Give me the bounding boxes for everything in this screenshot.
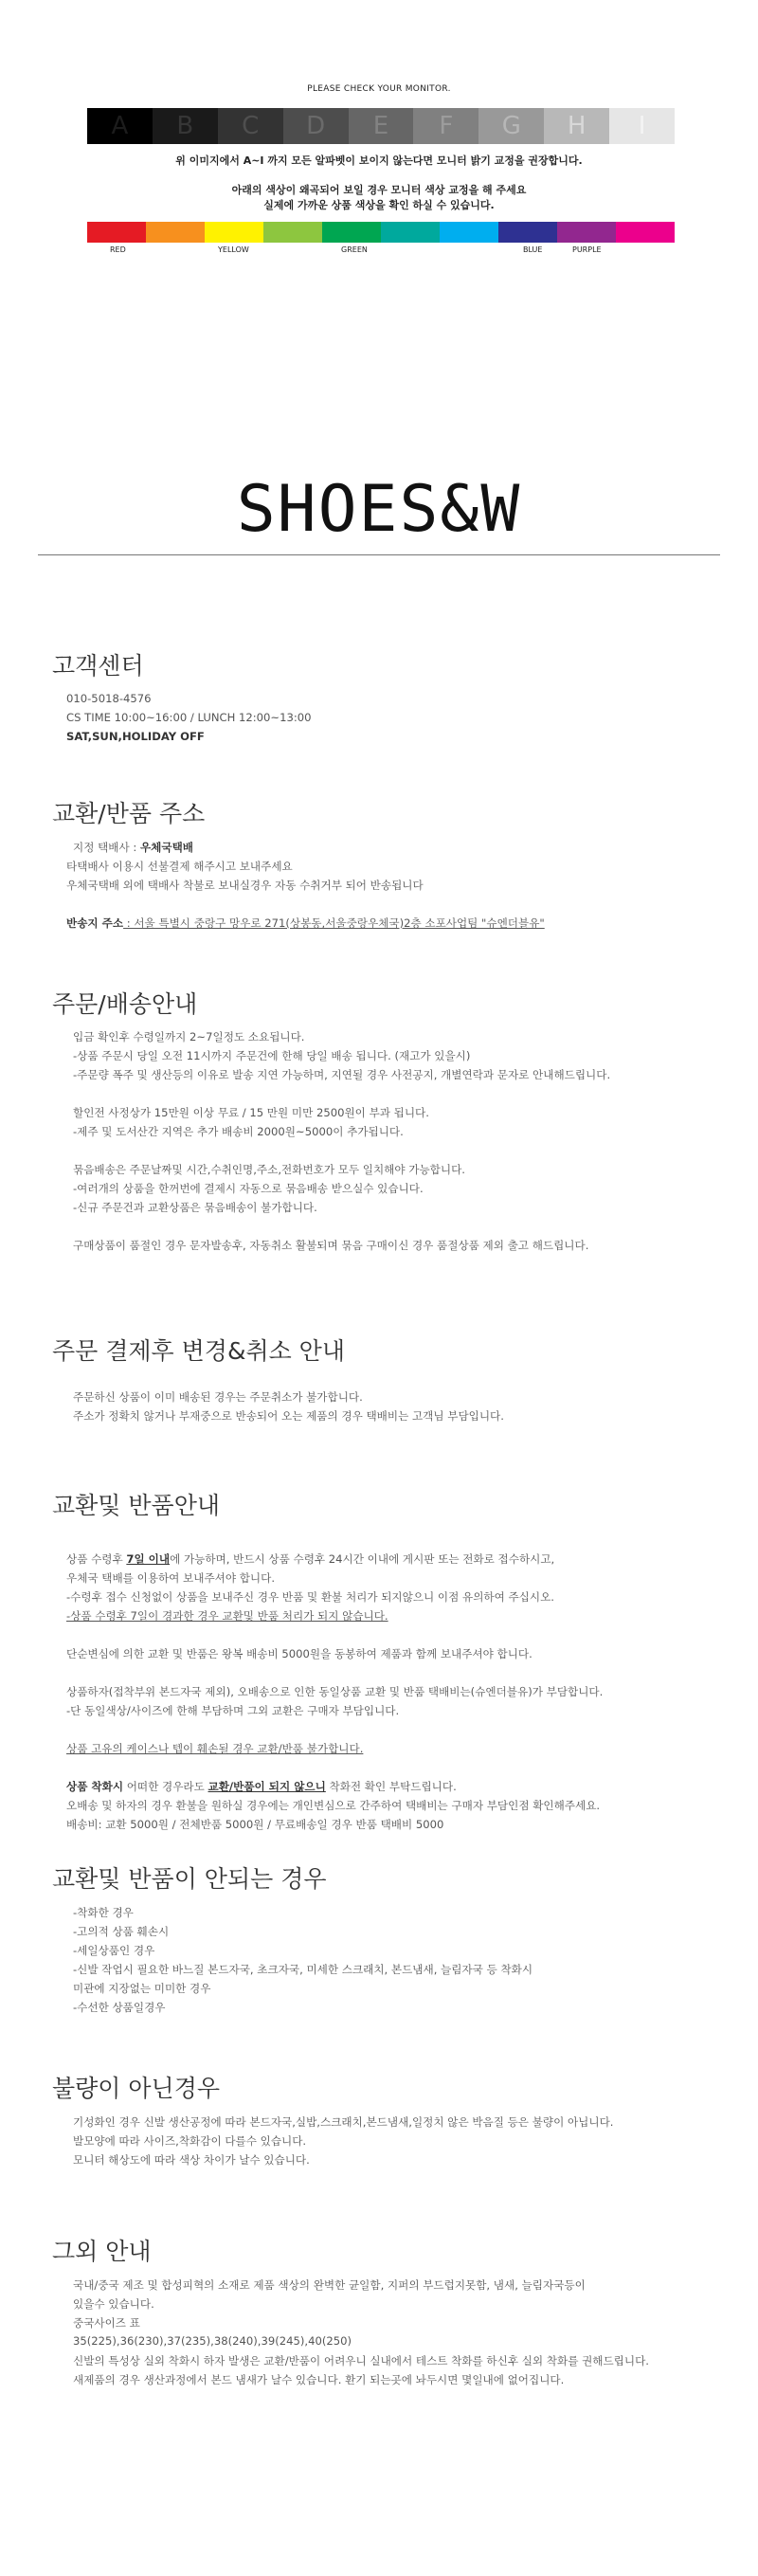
gray-cell-h: H bbox=[544, 108, 609, 144]
monitor-note-accuracy: 실제에 가까운 상품 색상을 확인 하실 수 있습니다. bbox=[263, 199, 495, 211]
color-swatch bbox=[146, 222, 205, 243]
color-swatch bbox=[498, 222, 557, 243]
gray-cell-d: D bbox=[283, 108, 349, 144]
not-defect-line: 모니터 해상도에 따라 색상 차이가 날수 있습니다. bbox=[73, 2153, 310, 2167]
monitor-check-title: PLEASE CHECK YOUR MONITOR. bbox=[307, 84, 451, 94]
color-swatch bbox=[381, 222, 440, 243]
cs-time: CS TIME 10:00~16:00 / LUNCH 12:00~13:00 bbox=[66, 711, 312, 724]
shipping-line: -제주 및 도서산간 지역은 추가 배송비 2000원~5000이 추가됩니다. bbox=[73, 1125, 404, 1138]
color-calibration-strip bbox=[87, 222, 675, 243]
color-label-green: GREEN bbox=[341, 245, 368, 254]
no-exchange-line: -착화한 경우 bbox=[73, 1906, 134, 1919]
return-address bbox=[66, 916, 545, 931]
shipping-line: -상품 주문시 당일 오전 11시까지 주문건에 한해 당일 배송 됩니다. (재고가 있을시) bbox=[73, 1049, 471, 1062]
exchange-heading: 교환및 반품안내 bbox=[52, 1492, 220, 1519]
monitor-note-color: 아래의 색상이 왜곡되어 보일 경우 모니터 색상 교정을 해 주세요 bbox=[231, 184, 527, 196]
gray-cell-g: G bbox=[478, 108, 544, 144]
exchange-line: 배송비: 교환 5000원 / 전체반품 5000원 / 무료배송일 경우 반품 택배비 5000 bbox=[66, 1818, 444, 1831]
gray-cell-c: C bbox=[218, 108, 283, 144]
other-courier-note: 타택배사 이용시 선불결제 해주시고 보내주세요 bbox=[66, 860, 293, 873]
color-swatch bbox=[322, 222, 381, 243]
gray-cell-b: B bbox=[153, 108, 218, 144]
shipping-line: 묶음배송은 주문날짜및 시간,수취인명,주소,전화번호가 모두 일치해야 가능합니다. bbox=[73, 1163, 465, 1176]
return-address-heading: 교환/반품 주소 bbox=[52, 800, 206, 827]
cs-heading: 고객센터 bbox=[52, 652, 144, 680]
color-label-purple: PURPLE bbox=[572, 245, 602, 254]
gray-scale-strip bbox=[87, 108, 675, 144]
exchange-line: -상품 수령후 7일이 경과한 경우 교환및 반품 처리가 되지 않습니다. bbox=[66, 1609, 388, 1623]
exchange-wearing-b: 어떠한 경우라도 bbox=[123, 1780, 208, 1793]
no-exchange-line: -세일상품인 경우 bbox=[73, 1944, 155, 1957]
etc-heading: 그외 안내 bbox=[52, 2238, 152, 2265]
cs-phone: 010-5018-4576 bbox=[66, 692, 152, 705]
etc-line: 신발의 특성상 실외 착화시 하자 발생은 교환/반품이 어려우니 실내에서 테스트 착화를 하신후 실외 착화를 권해드립니다. bbox=[73, 2354, 649, 2367]
etc-line: 국내/중국 제조 및 합성피혁의 소재로 제품 색상의 완벽한 균일함, 지퍼의 부드럽지못함, 냄새, 늘림자국등이 bbox=[73, 2278, 586, 2292]
shipping-line: 구매상품이 품절인 경우 문자발송후, 자동취소 활불되며 묶음 구매이신 경우 품절상품 제외 출고 해드립니다. bbox=[73, 1239, 589, 1252]
exchange-line: 우체국 택배를 이용하여 보내주셔야 합니다. bbox=[66, 1571, 276, 1585]
shipping-line: -여러개의 상품을 한꺼번에 결제시 자동으로 묶음배송 받으실수 있습니다. bbox=[73, 1182, 424, 1195]
courier-line bbox=[73, 840, 193, 855]
exchange-period-c: 에 가능하며, 반드시 상품 수령후 24시간 이내에 게시판 또는 전화로 접수하시고, bbox=[170, 1552, 555, 1566]
color-swatch bbox=[205, 222, 263, 243]
no-exchange-line: -신발 작업시 필요한 바느질 본드자국, 초크자국, 미세한 스크래치, 본드냄새, 늘림자국 등 착화시 bbox=[73, 1963, 533, 1976]
brand-divider bbox=[38, 554, 720, 555]
color-swatch bbox=[440, 222, 498, 243]
color-swatch bbox=[87, 222, 146, 243]
exchange-wearing-c: 교환/반품이 되지 않으니 bbox=[208, 1780, 326, 1793]
shipping-heading: 주문/배송안내 bbox=[52, 990, 198, 1018]
cancel-heading: 주문 결제후 변경&취소 안내 bbox=[52, 1337, 345, 1365]
shipping-line: 할인전 사정상가 15만원 이상 무료 / 15 만원 미만 2500원이 부과 됩니다. bbox=[73, 1106, 429, 1119]
color-label-blue: BLUE bbox=[523, 245, 543, 254]
courier-label: 지정 택배사 : bbox=[73, 841, 140, 854]
shipping-line: -주문량 폭주 및 생산등의 이유로 발송 지연 가능하며, 지연될 경우 사전공지, 개별연락과 문자로 안내해드립니다. bbox=[73, 1068, 611, 1081]
not-defect-heading: 불량이 아닌경우 bbox=[52, 2075, 220, 2102]
exchange-wearing-note bbox=[66, 1779, 457, 1794]
exchange-line: -수령후 접수 신청없이 상품을 보내주신 경우 반품 및 환불 처리가 되지않으니 이점 유의하여 주십시오. bbox=[66, 1590, 554, 1604]
no-exchange-line: -고의적 상품 훼손시 bbox=[73, 1925, 170, 1938]
color-label-red: RED bbox=[110, 245, 126, 254]
no-exchange-line: 미관에 지장없는 미미한 경우 bbox=[73, 1982, 211, 1995]
not-defect-line: 기성화인 경우 신발 생산공정에 따라 본드자국,실밥,스크래치,본드냄새,일정치 않은 박음질 등은 불량이 아닙니다. bbox=[73, 2115, 614, 2129]
color-label-yellow: YELLOW bbox=[218, 245, 249, 254]
etc-line: 새제품의 경우 생산과정에서 본드 냄새가 날수 있습니다. 환기 되는곳에 놔두시면 몇일내에 없어집니다. bbox=[73, 2373, 565, 2386]
courier-name: 우체국택배 bbox=[139, 841, 193, 854]
cancel-line: 주소가 정확치 않거나 부재중으로 반송되어 오는 제품의 경우 택배비는 고객님 부담입니다. bbox=[73, 1409, 504, 1423]
shipping-line: 입금 확인후 수령일까지 2~7일정도 소요됩니다. bbox=[73, 1030, 305, 1043]
exchange-line: 단순변심에 의한 교환 및 반품은 왕복 배송비 5000원을 동봉하여 제품과 함께 보내주셔야 합니다. bbox=[66, 1647, 532, 1660]
exchange-line: 상품 고유의 케이스나 텝이 훼손될 경우 교환/반품 불가합니다. bbox=[66, 1742, 364, 1755]
exchange-wearing-d: 착화전 확인 부탁드립니다. bbox=[325, 1780, 457, 1793]
color-swatch bbox=[616, 222, 675, 243]
color-swatch bbox=[557, 222, 616, 243]
no-exchange-line: -수선한 상품일경우 bbox=[73, 2001, 166, 2014]
exchange-period-a: 상품 수령후 bbox=[66, 1552, 127, 1566]
brand-logo: SHOES&W bbox=[236, 472, 522, 547]
gray-cell-i: I bbox=[609, 108, 675, 144]
exchange-line: -단 동일색상/사이즈에 한해 부담하며 그외 교환은 구매자 부담입니다. bbox=[66, 1704, 400, 1717]
monitor-note-brightness: 위 이미지에서 A~I 까지 모든 알파벳이 보이지 않는다면 모니터 밝기 교정을 권장합니다. bbox=[175, 154, 583, 167]
exchange-line: 오배송 및 하자의 경우 환불을 원하실 경우에는 개인변심으로 간주하여 택배비는 구매자 부담인점 확인해주세요. bbox=[66, 1799, 601, 1812]
gray-cell-e: E bbox=[349, 108, 414, 144]
no-exchange-heading: 교환및 반품이 안되는 경우 bbox=[52, 1865, 327, 1893]
etc-line: 35(225),36(230),37(235),38(240),39(245),40(250) bbox=[73, 2334, 352, 2348]
exchange-wearing-a: 상품 착화시 bbox=[66, 1780, 124, 1793]
exchange-period-days: 7일 이내 bbox=[126, 1552, 171, 1566]
etc-line: 중국사이즈 표 bbox=[73, 2316, 140, 2330]
cancel-line: 주문하신 상품이 이미 배송된 경우는 주문취소가 불가합니다. bbox=[73, 1390, 363, 1404]
shipping-line: -신규 주문건과 교환상품은 묶음배송이 불가합니다. bbox=[73, 1201, 317, 1214]
not-defect-line: 발모양에 따라 사이즈,착화감이 다를수 있습니다. bbox=[73, 2134, 307, 2148]
exchange-line: 상품하자(접착부위 본드자국 제외), 오배송으로 인한 동일상품 교환 및 반품 택배비는(슈엔더블유)가 부담합니다. bbox=[66, 1685, 604, 1698]
cs-off-days: SAT,SUN,HOLIDAY OFF bbox=[66, 730, 205, 743]
return-address-value: : 서울 특별시 중랑구 망우로 271(상봉동,서울중랑우체국)2층 소포사업팀 "슈엔더블유" bbox=[123, 916, 545, 930]
color-swatch bbox=[263, 222, 322, 243]
gray-cell-f: F bbox=[413, 108, 478, 144]
return-address-label: 반송지 주소 bbox=[66, 916, 124, 930]
gray-cell-a: A bbox=[87, 108, 153, 144]
collect-on-delivery-note: 우체국택배 외에 택배사 착불로 보내실경우 자동 수취거부 되어 반송됩니다 bbox=[66, 879, 424, 892]
etc-line: 있을수 있습니다. bbox=[73, 2297, 154, 2311]
exchange-period bbox=[66, 1551, 554, 1567]
